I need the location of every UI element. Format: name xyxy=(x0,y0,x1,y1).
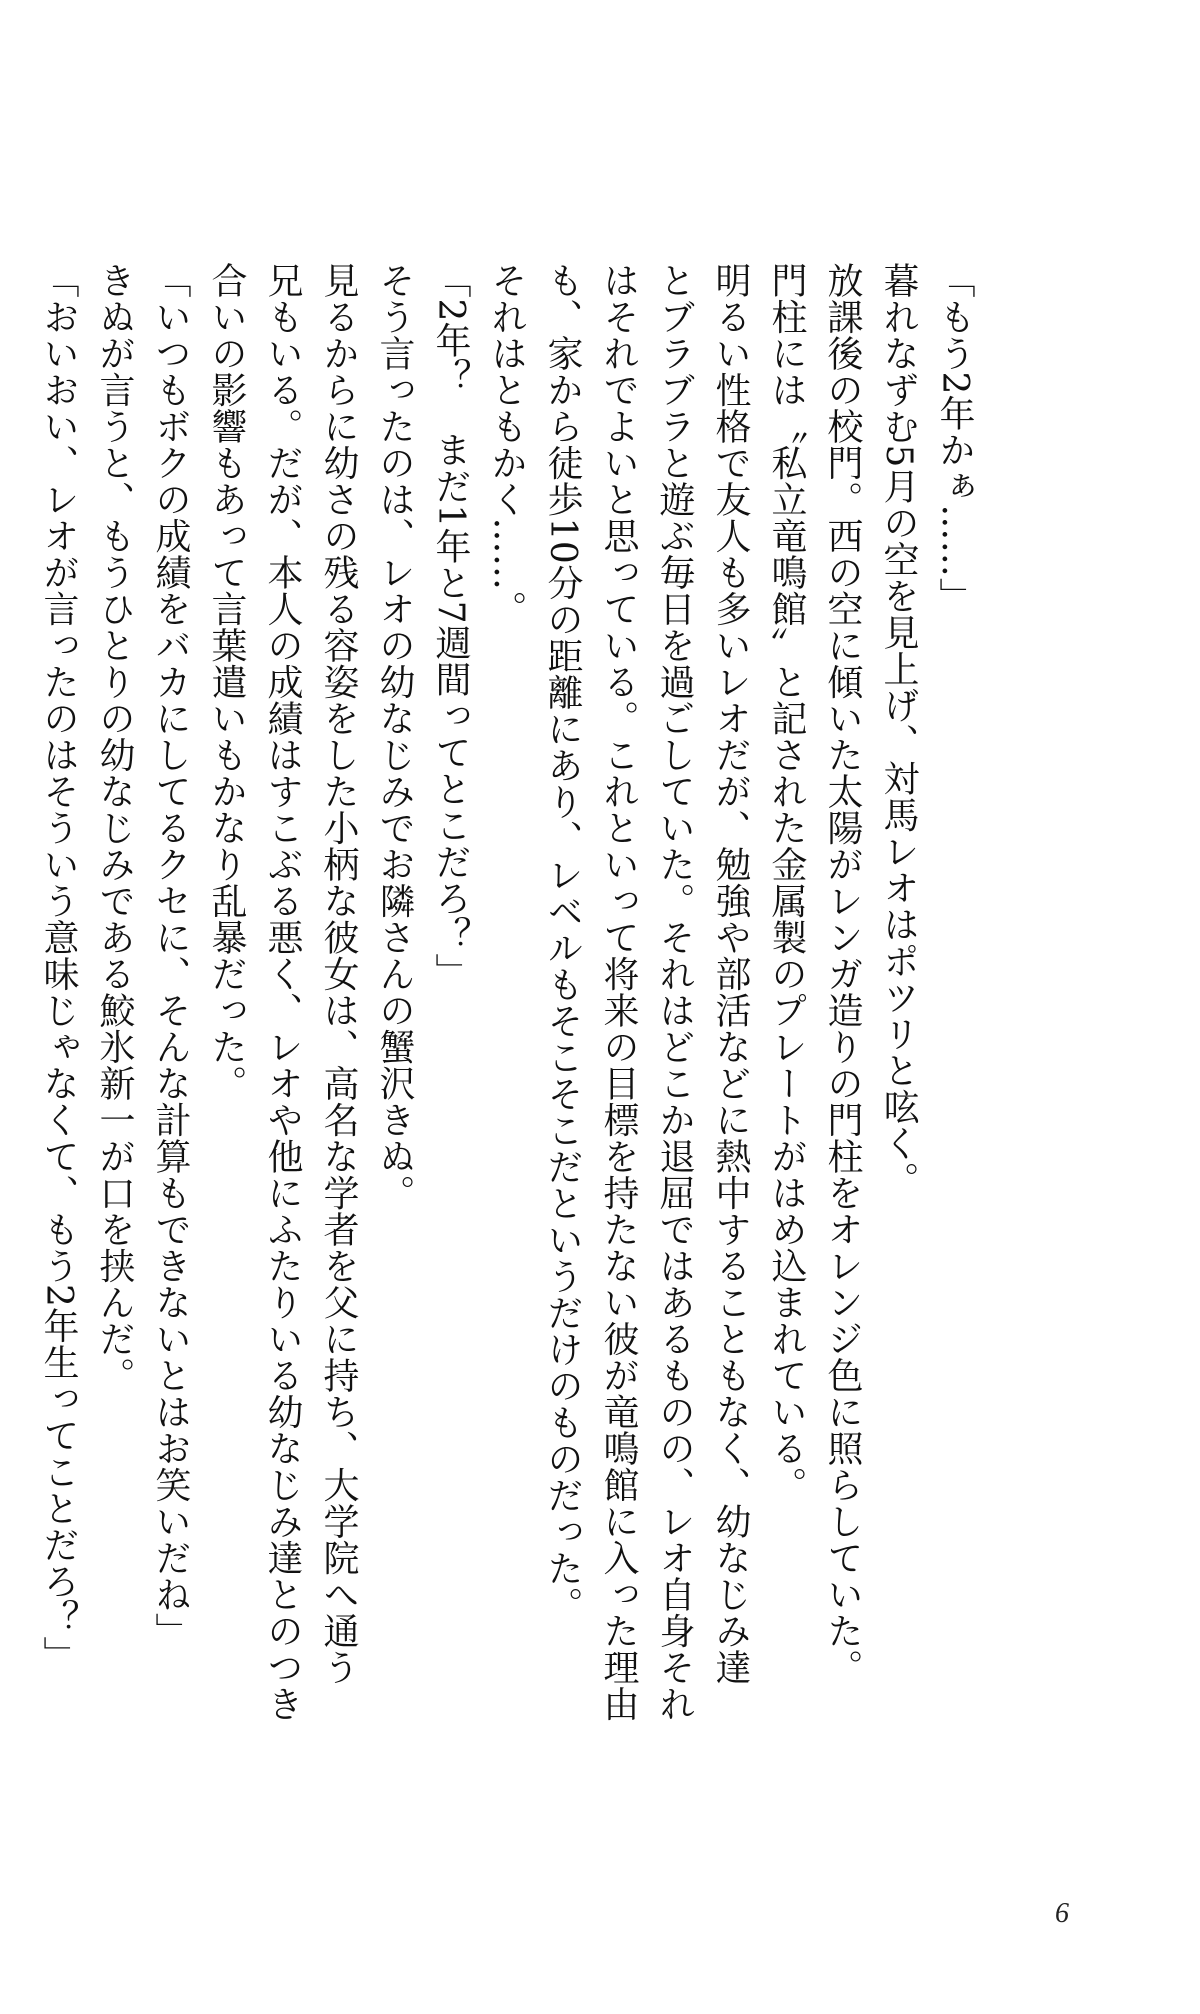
text-line: 放課後の校門。西の空に傾いた太陽がレンガ造りの門柱をオレンジ色に照らしていた。 xyxy=(822,262,863,1686)
text-line: 見るからに幼さの残る容姿をした小柄な彼女は、高名な学者を父に持ち、大学院へ通う xyxy=(318,262,359,1686)
text-line: 門柱には〝私立竜鳴館〟と記された金属製のプレートがはめ込まれている。 xyxy=(766,262,807,1503)
text-line: 暮れなずむ5月の空を見上げ、対馬レオはポツリと呟く。 xyxy=(878,262,919,1198)
text-line: とブラブラと遊ぶ毎日を過ごしていた。それはどこか退屈ではあるものの、レオ自身それ xyxy=(654,262,695,1722)
text-line: 「いつもボクの成績をバカにしてるクセに、そんな計算もできないとはお笑いだね」 xyxy=(150,262,191,1649)
text-line: も、家から徒歩10分の距離にあり、レベルもそこそこだというだけのものだった。 xyxy=(542,262,583,1623)
text-line: そう言ったのは、レオの幼なじみでお隣さんの蟹沢きぬ。 xyxy=(374,262,415,1211)
page-number: 6 xyxy=(1055,1898,1069,1929)
text-line: きぬが言うと、もうひとりの幼なじみである鮫氷新一が口を挟んだ。 xyxy=(94,262,135,1394)
vertical-text-body xyxy=(38,262,982,1722)
text-line: 兄もいる。だが、本人の成績はすこぶる悪く、レオや他にふたりいる幼なじみ達とのつき xyxy=(262,262,303,1722)
text-line: 合いの影響もあって言葉遣いもかなり乱暴だった。 xyxy=(206,262,247,1102)
text-line: 「2年？ まだ1年と7週間ってとこだろ？」 xyxy=(430,262,471,990)
text-line: はそれでよいと思っている。これといって将来の目標を持たない彼が竜鳴館に入った理由 xyxy=(598,262,639,1722)
text-line: それはともかく……。 xyxy=(486,262,527,627)
text-line: 「もう2年かぁ……」 xyxy=(934,262,975,614)
text-line: 「おいおい、レオが言ったのはそういう意味じゃなくて、もう2年生ってことだろ？」 xyxy=(38,262,79,1673)
text-line: 明るい性格で友人も多いレオだが、勉強や部活などに熱中することもなく、幼なじみ達 xyxy=(710,262,751,1686)
